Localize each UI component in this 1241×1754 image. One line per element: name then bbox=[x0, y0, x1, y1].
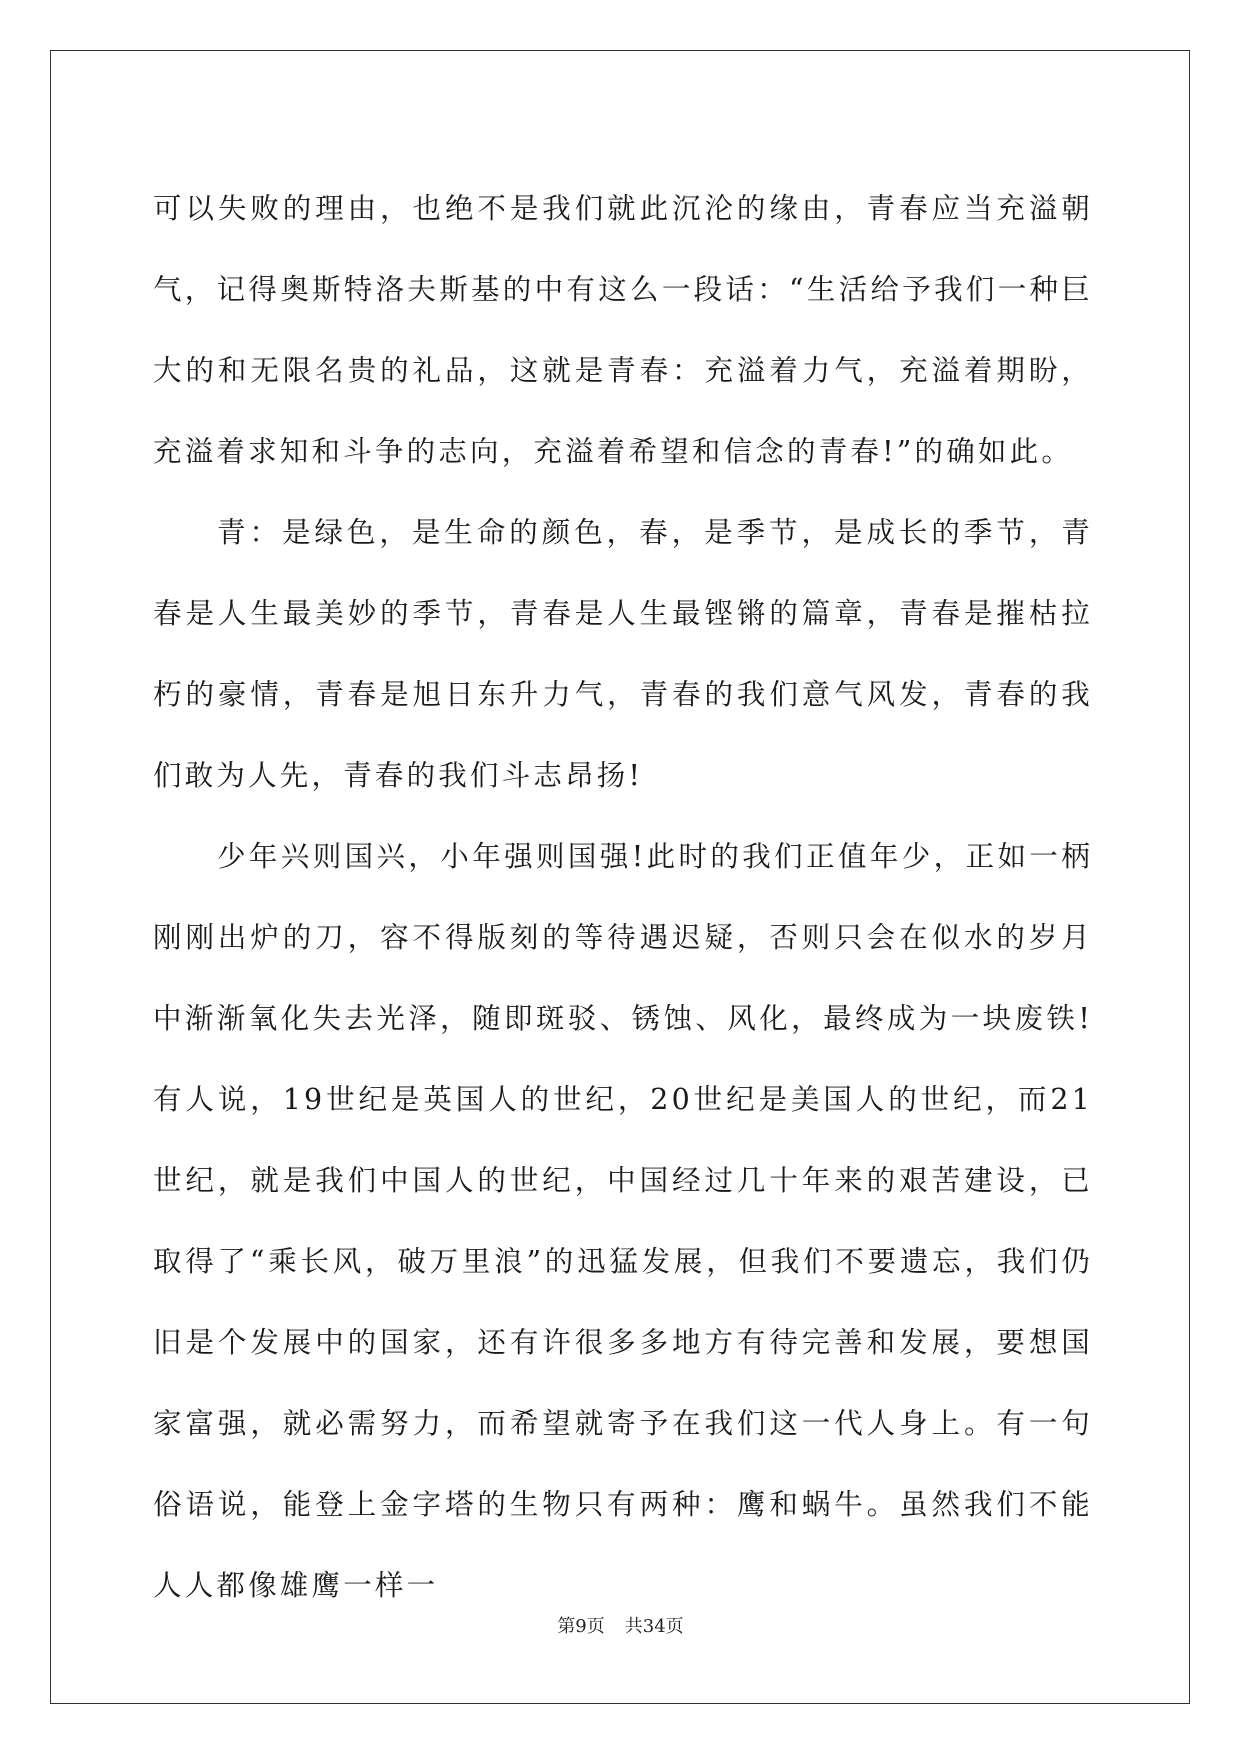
page-footer bbox=[0, 1612, 1241, 1638]
document-body bbox=[153, 168, 1093, 1626]
paragraph-2: 青：是绿色，是生命的颜色，春，是季节，是成长的季节，青春是人生最美妙的季节，青春是人生最铿锵的篇章，青春是摧枯拉朽的豪情，青春是旭日东升力气，青春的我们意气风发，青春的我们敢为人先，青春的我们斗志昂扬! bbox=[153, 516, 1093, 792]
paragraph-3: 少年兴则国兴，小年强则国强!此时的我们正值年少，正如一柄刚刚出炉的刀，容不得版刻的等待遇迟疑，否则只会在似水的岁月中渐渐氧化失去光泽，随即斑驳、锈蚀、风化，最终成为一块废铁!有人说，19世纪是英国人的世纪，20世纪是美国人的世纪，而21世纪，就是我们中国人的世纪，中国经过几十年来的艰苦建设，已取得了“乘长风，破万里浪”的迅猛发展，但我们不要遗忘，我们仍旧是个发展中的国家，还有许很多多地方有待完善和发展，要想国家富强，就必需努力，而希望就寄予在我们这一代人身上。有一句俗语说，能登上金字塔的生物只有两种：鹰和蜗牛。虽然我们不能人人都像雄鹰一样一 bbox=[153, 840, 1093, 1602]
paragraph-1: 可以失败的理由，也绝不是我们就此沉沦的缘由，青春应当充溢朝气，记得奥斯特洛夫斯基的中有这么一段话：“生活给予我们一种巨大的和无限名贵的礼品，这就是青春：充溢着力气，充溢着期盼，充溢着求知和斗争的志向，充溢着希望和信念的青春!”的确如此。 bbox=[153, 192, 1093, 468]
page-number: 第9页 bbox=[557, 1616, 605, 1637]
page-total: 共34页 bbox=[624, 1616, 684, 1637]
